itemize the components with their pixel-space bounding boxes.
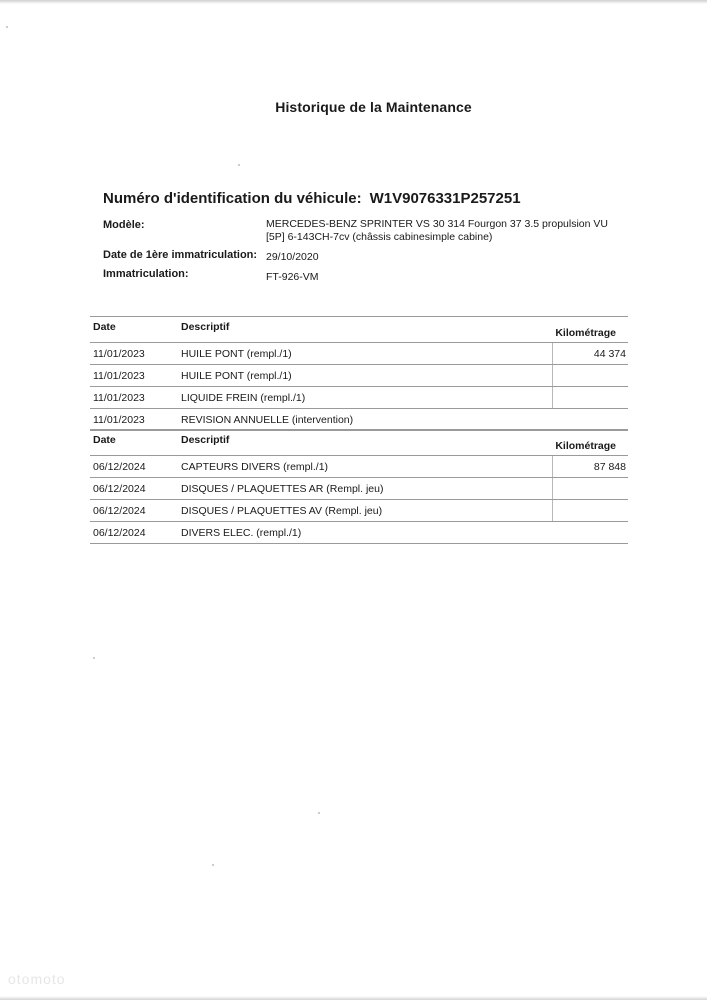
table-header-row — [90, 431, 628, 456]
table-top-rule — [90, 316, 628, 317]
maintenance-table-2023 — [90, 318, 628, 431]
scan-speck — [212, 864, 214, 866]
vin-label: Numéro d'identification du véhicule: — [103, 190, 362, 207]
row-description: DISQUES / PLAQUETTES AR (Rempl. jeu) — [181, 483, 384, 495]
table-row — [90, 343, 628, 365]
row-date: 06/12/2024 — [93, 461, 146, 473]
watermark: otomoto — [8, 971, 66, 987]
date-column-header: Date — [93, 321, 116, 333]
scan-speck — [238, 164, 240, 166]
vin-line — [103, 190, 521, 207]
model-value-line-1: MERCEDES-BENZ SPRINTER VS 30 314 Fourgon 37 3.5 propulsion VU — [266, 218, 608, 230]
row-date: 11/01/2023 — [93, 414, 145, 426]
mileage-column-header: Kilométrage — [555, 440, 616, 452]
row-description: HUILE PONT (rempl./1) — [181, 348, 292, 360]
row-date: 06/12/2024 — [93, 483, 146, 495]
scan-speck — [6, 26, 8, 28]
column-divider — [552, 456, 553, 477]
row-date: 11/01/2023 — [93, 392, 145, 404]
table-row — [90, 409, 628, 431]
description-column-header: Descriptif — [181, 321, 230, 333]
date-column-header: Date — [93, 434, 116, 446]
table-row — [90, 500, 628, 522]
table-row — [90, 522, 628, 544]
page-title: Historique de la Maintenance — [275, 99, 472, 115]
scan-top-edge — [0, 0, 707, 4]
row-date: 11/01/2023 — [93, 348, 145, 360]
mileage-column-header: Kilométrage — [555, 327, 616, 339]
first-registration-value: 29/10/2020 — [266, 251, 319, 263]
model-value-line-2: [5P] 6-143CH-7cv (châssis cabinesimple cabine) — [266, 231, 493, 243]
column-divider — [552, 500, 553, 521]
description-column-header: Descriptif — [181, 434, 230, 446]
column-divider — [552, 478, 553, 499]
table-row — [90, 478, 628, 500]
scan-speck — [318, 812, 320, 814]
table-header-row — [90, 318, 628, 343]
row-description: HUILE PONT (rempl./1) — [181, 370, 292, 382]
maintenance-table-2024 — [90, 431, 628, 544]
column-divider — [552, 365, 553, 386]
table-top-rule — [90, 429, 628, 430]
registration-value: FT-926-VM — [266, 271, 319, 283]
first-registration-label: Date de 1ère immatriculation: — [103, 249, 258, 261]
vin-value: W1V9076331P257251 — [369, 190, 521, 207]
row-mileage: 44 374 — [593, 348, 626, 360]
column-divider — [552, 387, 553, 408]
row-description: REVISION ANNUELLE (intervention) — [181, 414, 354, 426]
table-row — [90, 387, 628, 409]
registration-label: Immatriculation: — [103, 268, 189, 280]
row-description: DIVERS ELEC. (rempl./1) — [181, 527, 302, 539]
row-description: LIQUIDE FREIN (rempl./1) — [181, 392, 306, 404]
row-description: DISQUES / PLAQUETTES AV (Rempl. jeu) — [181, 505, 383, 517]
row-date: 11/01/2023 — [93, 370, 145, 382]
column-divider — [552, 343, 553, 364]
row-mileage: 87 848 — [593, 461, 626, 473]
row-date: 06/12/2024 — [93, 505, 146, 517]
row-description: CAPTEURS DIVERS (rempl./1) — [181, 461, 329, 473]
scan-bottom-edge — [0, 996, 707, 1000]
table-row — [90, 365, 628, 387]
row-date: 06/12/2024 — [93, 527, 146, 539]
table-row — [90, 456, 628, 478]
scan-speck — [93, 657, 95, 659]
model-label: Modèle: — [103, 219, 145, 231]
